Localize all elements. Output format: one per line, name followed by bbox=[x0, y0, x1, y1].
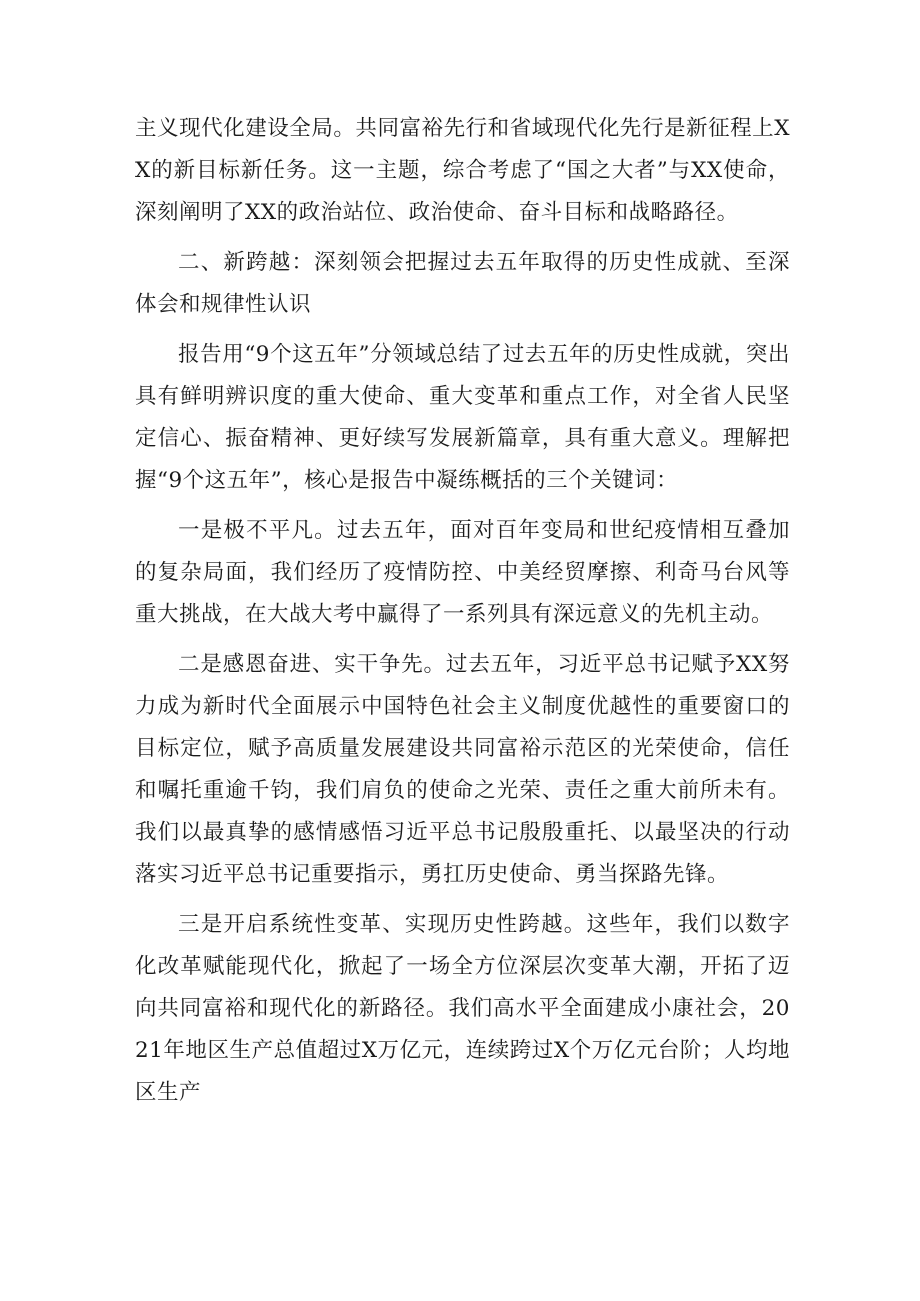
paragraph-3: 报告用“9个这五年”分领域总结了过去五年的历史性成就，突出具有鲜明辨识度的重大使命、重大变革和重点工作，对全省人民坚定信心、振奋精神、更好续写发展新篇章，具有重大意义。理解把握“9个这五年”，核心是报告中凝练概括的三个关键词： bbox=[135, 342, 790, 493]
section-heading-2: 二、新跨越：深刻领会把握过去五年取得的历史性成就、至深体会和规律性认识 bbox=[135, 250, 790, 317]
document-body bbox=[135, 108, 790, 1114]
paragraph-5: 二是感恩奋进、实干争先。过去五年，习近平总书记赋予XX努力成为新时代全面展示中国特色社会主义制度优越性的重要窗口的目标定位，赋予高质量发展建设共同富裕示范区的光荣使命，信任和嘱托重逾千钧，我们肩负的使命之光荣、责任之重大前所未有。我们以最真挚的感情感悟习近平总书记殷殷重托、以最坚决的行动落实习近平总书记重要指示，勇扛历史使命、勇当探路先锋。 bbox=[135, 652, 790, 887]
paragraph-1: 主义现代化建设全局。共同富裕先行和省域现代化先行是新征程上XX的新目标新任务。这一主题，综合考虑了“国之大者”与XX使命，深刻阐明了XX的政治站位、政治使命、奋斗目标和战略路径。 bbox=[135, 116, 790, 225]
paragraph-6: 三是开启系统性变革、实现历史性跨越。这些年，我们以数字化改革赋能现代化，掀起了一场全方位深层次变革大潮，开拓了迈向共同富裕和现代化的新路径。我们高水平全面建成小康社会，2021年地区生产总值超过X万亿元，连续跨过X个万亿元台阶；人均地区生产 bbox=[135, 912, 790, 1105]
paragraph-4: 一是极不平凡。过去五年，面对百年变局和世纪疫情相互叠加的复杂局面，我们经历了疫情防控、中美经贸摩擦、利奇马台风等重大挑战，在大战大考中赢得了一系列具有深远意义的先机主动。 bbox=[135, 518, 790, 627]
